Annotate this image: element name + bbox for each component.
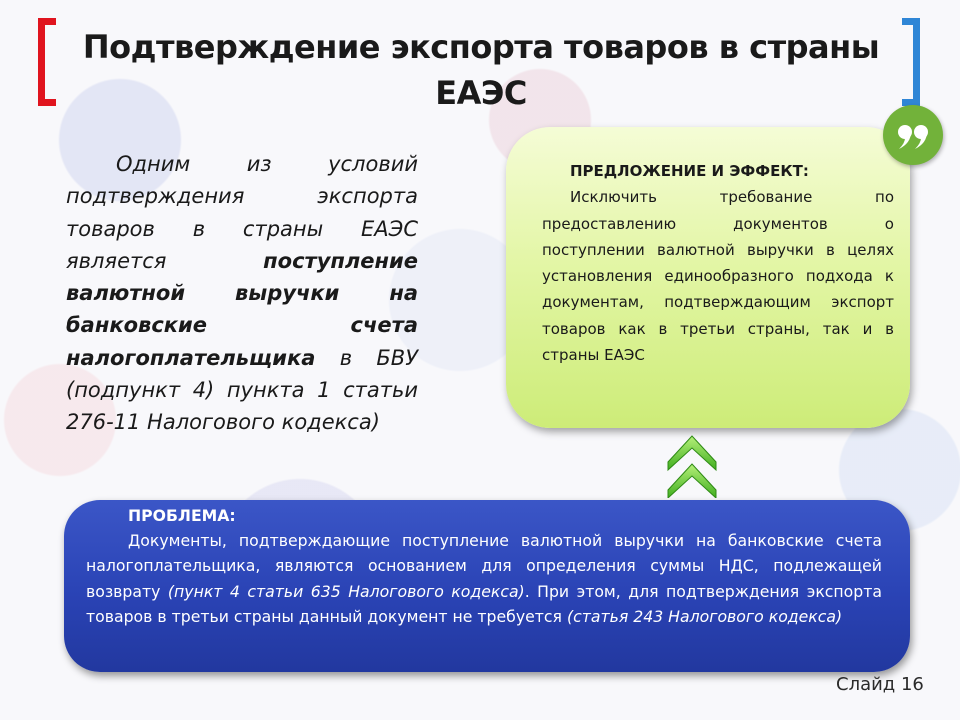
export-condition-text bbox=[66, 148, 418, 439]
problem-reference-1: (пункт 4 статьи 635 Налогового кодекса) bbox=[167, 581, 525, 601]
problem-body-part2: . При этом, для подтверждения экспорта товаров в третьи страны данный документ не требуется bbox=[86, 581, 882, 626]
proposal-heading: ПРЕДЛОЖЕНИЕ И ЭФФЕКТ: bbox=[570, 162, 809, 180]
double-chevron-up-icon bbox=[664, 432, 720, 498]
problem-box bbox=[64, 500, 910, 672]
export-condition-part1: Одним из условий подтверждения экспорта товаров в страны ЕАЭС является bbox=[66, 152, 418, 273]
problem-body-part1: Документы, подтверждающие поступление валютной выручки на банковские счета налогоплательщика, являются основанием для определения суммы НДС, подлежащей возврату bbox=[86, 531, 882, 601]
problem-body bbox=[86, 528, 882, 629]
left-bracket bbox=[38, 18, 56, 106]
proposal-box bbox=[506, 127, 910, 428]
problem-heading: ПРОБЛЕМА: bbox=[128, 506, 236, 525]
slide-number: Слайд 16 bbox=[836, 674, 924, 695]
problem-reference-2: (статья 243 Налогового кодекса) bbox=[566, 606, 843, 626]
export-condition-bold: поступление валютной выручки на банковские счета налогоплательщика bbox=[66, 248, 418, 370]
proposal-body: Исключить требование по предоставлению документов о поступлении валютной выручки в целях установления единообразного подхода к документам, подтверждающим экспорт товаров как в третьи страны, так и в страны ЕАЭС bbox=[542, 188, 894, 365]
right-bracket bbox=[902, 18, 920, 106]
quote-icon bbox=[883, 105, 943, 165]
page-title: Подтверждение экспорта товаров в страны ЕАЭС bbox=[82, 28, 880, 112]
export-condition-part2: в БВУ (подпункт 4) пункта 1 статьи 276-11 Налогового кодекса) bbox=[66, 345, 418, 435]
